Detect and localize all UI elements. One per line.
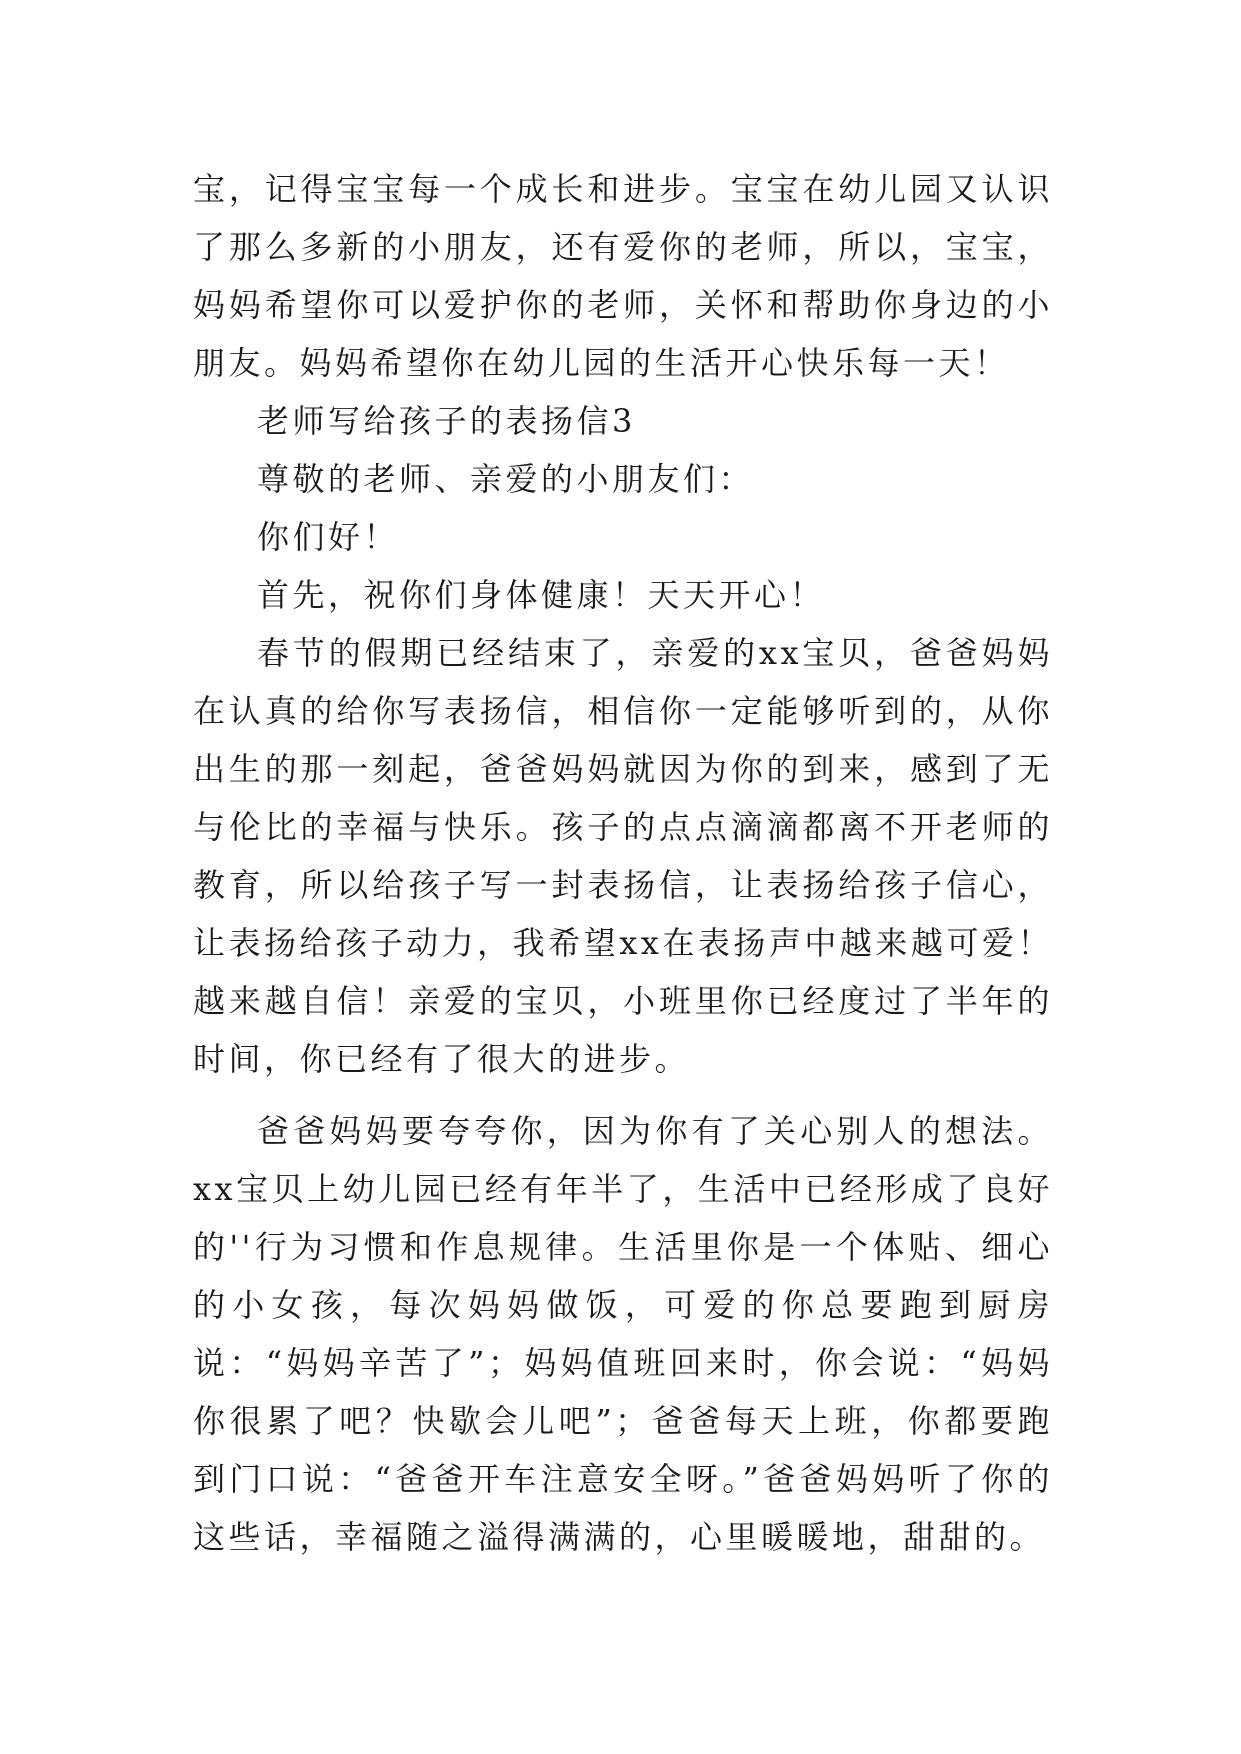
document-body [193,160,1053,1566]
paragraph-body: 爸爸妈妈要夸夸你，因为你有了关心别人的想法。xx宝贝上幼儿园已经有年半了，生活中已经形成了良好的''行为习惯和作息规律。生活里你是一个体贴、细心的小女孩，每次妈妈做饭，可爱的你总要跑到厨房说：“妈妈辛苦了”；妈妈值班回来时，你会说：“妈妈你很累了吧？快歇会儿吧”；爸爸每天上班，你都要跑到门口说：“爸爸开车注意安全呀。”爸爸妈妈听了你的这些话，幸福随之溢得满满的，心里暖暖地，甜甜的。 [193,1112,1053,1556]
paragraph-continued: 宝，记得宝宝每一个成长和进步。宝宝在幼儿园又认识了那么多新的小朋友，还有爱你的老师，所以，宝宝，妈妈希望你可以爱护你的老师，关怀和帮助你身边的小朋友。妈妈希望你在幼儿园的生活开心快乐每一天！ [193,170,1053,382]
salutation: 尊敬的老师、亲爱的小朋友们： [257,460,755,498]
greeting: 你们好！ [257,518,400,556]
section-heading: 老师写给孩子的表扬信3 [257,402,636,440]
wishes-line: 首先，祝你们身体健康！天天开心！ [257,576,826,614]
paragraph-body: 春节的假期已经结束了，亲爱的xx宝贝，爸爸妈妈在认真的给你写表扬信，相信你一定能够听到的，从你出生的那一刻起，爸爸妈妈就因为你的到来，感到了无与伦比的幸福与快乐。孩子的点点滴滴都离不开老师的教育，所以给孩子写一封表扬信，让表扬给孩子信心，让表扬给孩子动力，我希望xx在表扬声中越来越可爱！越来越自信！亲爱的宝贝，小班里你已经度过了半年的时间，你已经有了很大的进步。 [193,634,1053,1078]
